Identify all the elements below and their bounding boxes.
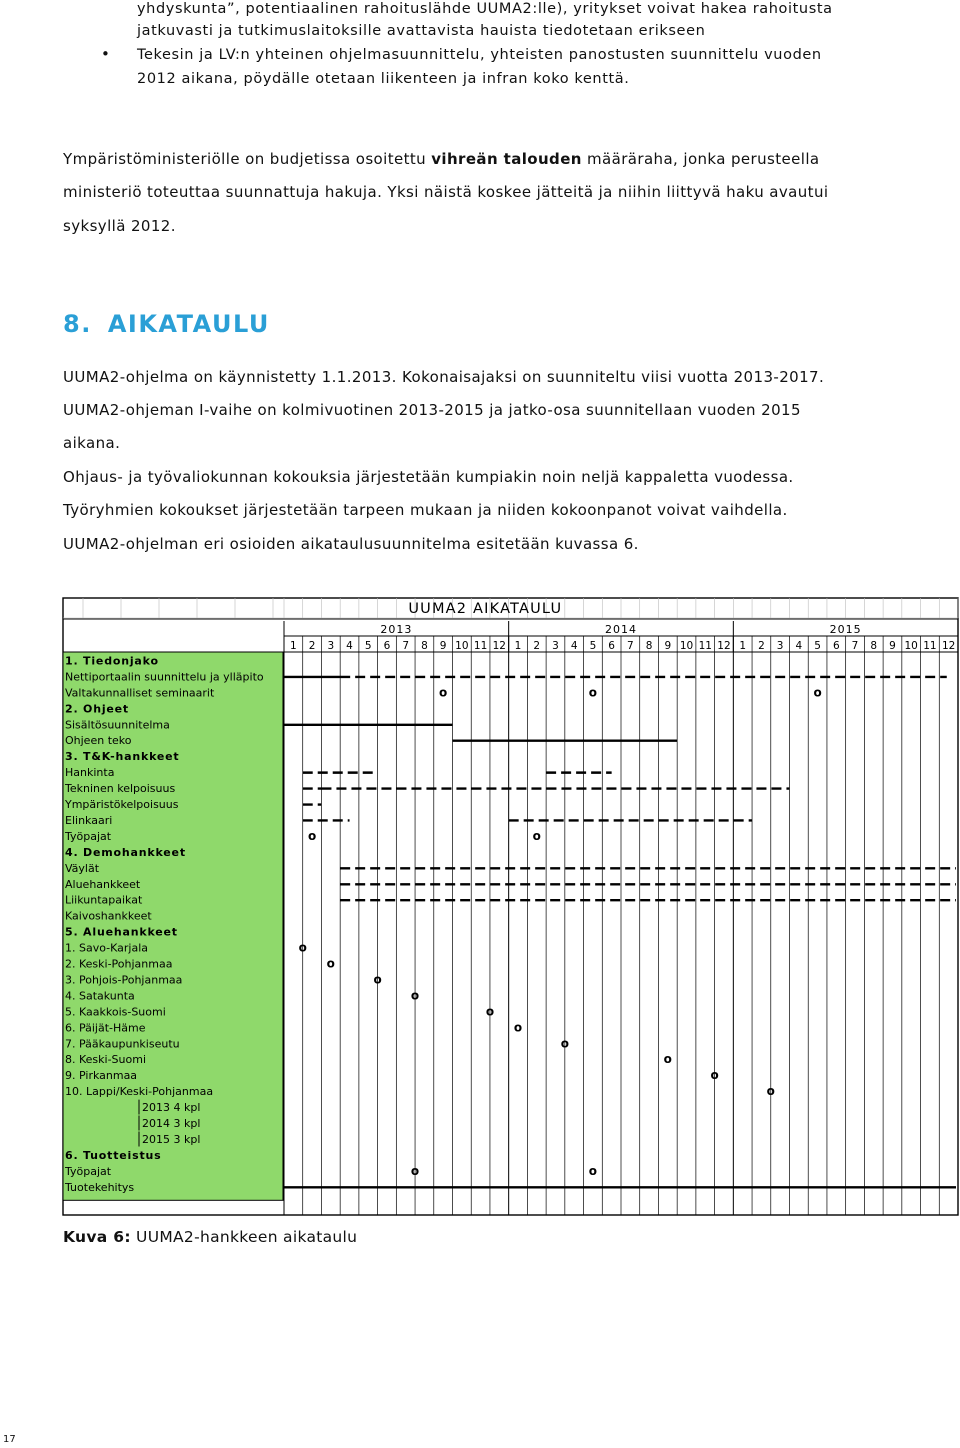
milestone-marker: o [560, 1036, 569, 1051]
month-label: 5 [364, 640, 372, 652]
month-label: 9 [439, 640, 447, 652]
body-line: UUMA2-ohjelma on käynnistetty 1.1.2013. Kokonaisajaksi on suunniteltu viisi vuotta 2013-2017. [63, 368, 825, 386]
caption-text: UUMA2-hankkeen aikataulu [130, 1228, 358, 1246]
year-label: 2014 [605, 623, 637, 636]
milestone-marker: o [373, 972, 382, 987]
task-label: Tuotekehitys [65, 1180, 135, 1194]
task-label: Elinkaari [65, 813, 113, 827]
group-heading: 1. Tiedonjako [65, 654, 159, 668]
paragraph-line: syksyllä 2012. [63, 217, 176, 235]
milestone-marker: o [588, 1163, 598, 1178]
month-label: 10 [679, 640, 694, 652]
month-label: 6 [832, 640, 840, 652]
milestone-marker: o [410, 1163, 420, 1178]
task-label: Tekninen kelpoisuus [65, 782, 176, 796]
chart-title: UUMA2 AIKATAULU [408, 601, 563, 617]
bullet-text-cont: 2012 aikana, pöydälle otetaan liikenteen ja infran koko kenttä. [137, 71, 630, 87]
month-label: 1 [514, 640, 522, 652]
milestone-marker: o [513, 1020, 523, 1035]
month-label: 2 [533, 640, 541, 652]
task-label: 8. Keski-Suomi [65, 1053, 147, 1067]
task-label: Hankinta [65, 766, 115, 780]
month-label: 3 [552, 640, 559, 652]
group-heading: 6. Tuotteistus [65, 1148, 162, 1162]
month-label: 4 [346, 640, 353, 652]
month-label: 4 [570, 640, 578, 652]
task-label: Kaivoshankkeet [65, 909, 152, 923]
task-label: 9. Pirkanmaa [65, 1069, 138, 1083]
milestone-marker: o [439, 685, 448, 700]
group-heading: 2. Ohjeet [65, 702, 129, 716]
text-line: jatkuvasti ja tutkimuslaitoksille avattavista hauista tiedotetaan erikseen [137, 23, 706, 39]
month-label: 9 [889, 640, 896, 652]
month-label: 2 [308, 640, 316, 652]
task-label: Työpajat [65, 1164, 112, 1178]
milestone-marker: o [410, 988, 420, 1003]
bullet-text: Tekesin ja LV:n yhteinen ohjelmasuunnittelu, yhteisten panostusten suunnittelu vuoden [137, 47, 822, 63]
task-label: 2. Keski-Pohjanmaa [65, 957, 173, 971]
text-span: Ympäristöministeriölle on budjetissa osoitettu [63, 150, 432, 168]
task-label: 6. Päijät-Häme [65, 1021, 146, 1035]
month-label: 12 [941, 640, 956, 652]
task-label: Liikuntapaikat [65, 893, 143, 907]
body-line: Työryhmien kokoukset järjestetään tarpeen mukaan ja niiden kokoonpanot voivat vaihdella. [63, 501, 788, 519]
milestone-marker: o [710, 1068, 719, 1083]
milestone-marker: o [326, 956, 335, 971]
task-label: 4. Satakunta [65, 989, 135, 1003]
paragraph-line: ministeriö toteuttaa suunnattuja hakuja. Yksi näistä koskee jätteitä ja niihin liittyvä haku avautui [63, 183, 829, 201]
month-label: 4 [795, 640, 803, 652]
month-label: 5 [589, 640, 597, 652]
bold-text: vihreän talouden [431, 150, 582, 168]
page-number: 17 [3, 1434, 16, 1445]
group-heading: 5. Aluehankkeet [65, 925, 178, 939]
section-title: AIKATAULU [107, 310, 270, 338]
year-label: 2015 [829, 623, 862, 636]
task-label: 2013 4 kpl [142, 1101, 201, 1115]
milestone-marker: o [532, 828, 541, 843]
task-label: Väylät [65, 861, 100, 875]
month-label: 11 [923, 640, 937, 652]
month-label: 2 [758, 640, 765, 652]
task-label: Ympäristökelpoisuus [65, 798, 179, 811]
milestone-marker: o [813, 685, 822, 700]
month-label: 1 [739, 640, 747, 652]
milestone-marker: o [588, 685, 598, 700]
month-label: 10 [904, 640, 918, 652]
task-label: Sisältösuunnitelma [65, 718, 170, 732]
month-label: 10 [455, 640, 469, 652]
month-label: 8 [645, 640, 653, 652]
task-label: 2015 3 kpl [142, 1132, 201, 1146]
milestone-marker: o [307, 828, 317, 843]
body-line: aikana. [63, 434, 121, 452]
body-line: Ohjaus- ja työvaliokunnan kokouksia järjestetään kumpiakin noin neljä kappaletta vuodessa. [63, 468, 794, 486]
figure-caption [63, 1228, 357, 1246]
task-label: 3. Pohjois-Pohjanmaa [65, 973, 183, 987]
year-label: 2013 [380, 623, 413, 636]
milestone-marker: o [298, 940, 307, 955]
month-label: 3 [327, 640, 335, 652]
text-span: määräraha, jonka perusteella [581, 150, 820, 168]
month-label: 7 [402, 640, 410, 652]
task-label: 10. Lappi/Keski-Pohjanmaa [65, 1085, 214, 1099]
month-label: 11 [473, 640, 488, 652]
milestone-marker: o [485, 1004, 495, 1019]
text-line: yhdyskunta”, potentiaalinen rahoituslähde UUMA2:lle), yritykset voivat hakea rahoitusta [137, 1, 833, 17]
task-label: Työpajat [65, 829, 112, 843]
task-label: Nettiportaalin suunnittelu ja ylläpito [65, 670, 264, 684]
month-label: 3 [776, 640, 784, 652]
milestone-marker: o [663, 1052, 672, 1067]
bullet-icon: • [101, 45, 110, 63]
month-label: 8 [421, 640, 428, 652]
month-label: 7 [627, 640, 634, 652]
task-label: Valtakunnalliset seminaarit [65, 686, 215, 700]
task-label: 7. Pääkaupunkiseutu [65, 1037, 180, 1051]
month-label: 9 [664, 640, 672, 652]
milestone-marker: o [766, 1084, 775, 1099]
month-label: 5 [814, 640, 821, 652]
body-line: UUMA2-ohjelman eri osioiden aikataulusuunnitelma esitetään kuvassa 6. [63, 535, 639, 553]
month-label: 12 [717, 640, 731, 652]
month-label: 6 [383, 640, 391, 652]
month-label: 1 [290, 640, 297, 652]
task-label: Aluehankkeet [65, 877, 141, 891]
caption-prefix: Kuva 6: [63, 1228, 131, 1246]
month-label: 12 [492, 640, 506, 652]
section-number: 8. [63, 310, 92, 338]
body-line: UUMA2-ohjeman I-vaihe on kolmivuotinen 2013-2015 ja jatko-osa suunnitellaan vuoden 2015 [63, 401, 801, 419]
month-label: 11 [698, 640, 712, 652]
month-label: 7 [851, 640, 859, 652]
task-label: 1. Savo-Karjala [65, 941, 149, 955]
task-label: 2014 3 kpl [142, 1117, 201, 1130]
month-label: 6 [608, 640, 615, 652]
task-label: Ohjeen teko [65, 734, 132, 748]
month-label: 8 [870, 640, 878, 652]
task-label: 5. Kaakkois-Suomi [65, 1005, 166, 1019]
group-heading: 3. T&K-hankkeet [65, 750, 180, 764]
group-heading: 4. Demohankkeet [65, 845, 186, 859]
